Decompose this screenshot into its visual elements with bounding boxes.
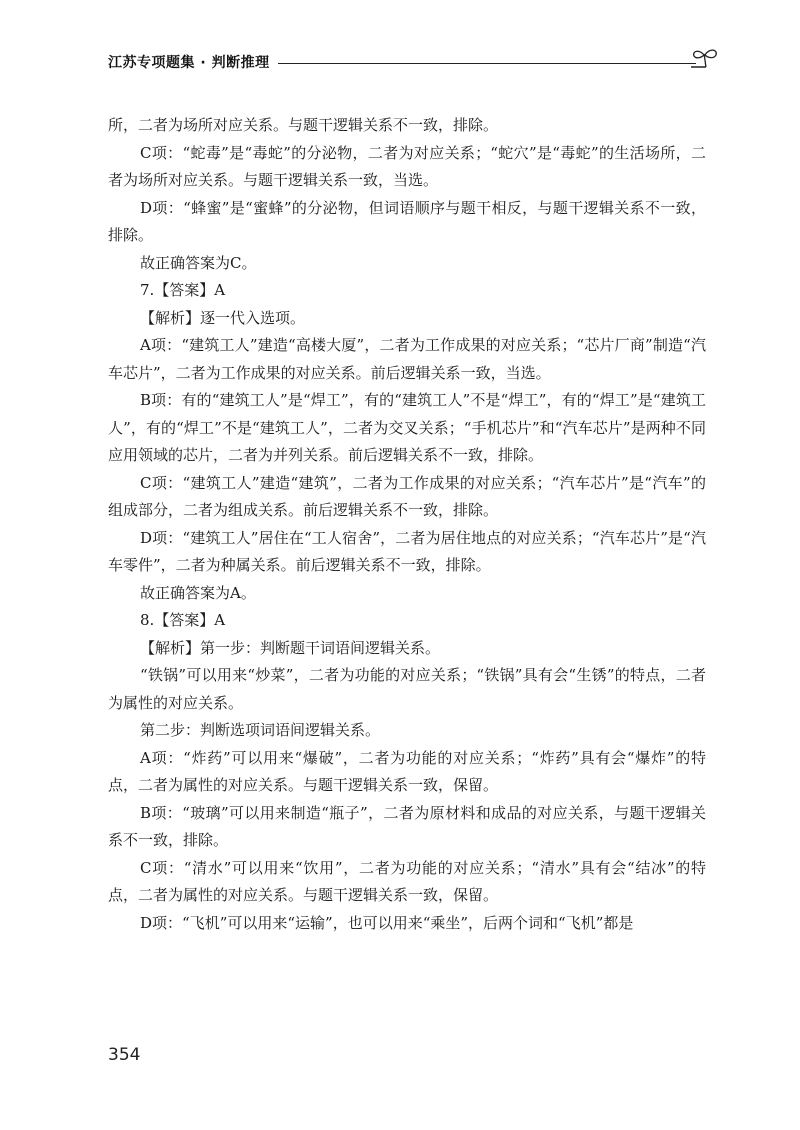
body-paragraph: “铁锅”可以用来“炒菜”，二者为功能的对应关系；“铁锅”具有会“生锈”的特点，二者为属性的对应关系。 xyxy=(108,666,706,712)
body-paragraph: C项：“蛇毒”是“毒蛇”的分泌物，二者为对应关系；“蛇穴”是“毒蛇”的生活场所，二者为场所对应关系。与题干逻辑关系一致，当选。 xyxy=(108,143,706,189)
page-number: 354 xyxy=(108,1045,141,1065)
body-paragraph: A项：“炸药”可以用来“爆破”，二者为功能的对应关系；“炸药”具有会“爆炸”的特点，二者为属性的对应关系。与题干逻辑关系一致，保留。 xyxy=(108,748,706,794)
body-paragraph: C项：“清水”可以用来“饮用”，二者为功能的对应关系；“清水”具有会“结冰”的特点，二者为属性的对应关系。与题干逻辑关系一致，保留。 xyxy=(108,858,706,904)
body-paragraph: B项：“玻璃”可以用来制造“瓶子”，二者为原材料和成品的对应关系，与题干逻辑关系不一致，排除。 xyxy=(108,803,706,849)
body-paragraph: 第二步：判断选项词语间逻辑关系。 xyxy=(140,721,381,739)
page-body xyxy=(108,112,706,937)
body-paragraph: 【解析】逐一代入选项。 xyxy=(140,308,306,327)
body-paragraph: C项：“建筑工人”建造“建筑”，二者为工作成果的对应关系；“汽车芯片”是“汽车”的组成部分，二者为组成关系。前后逻辑关系不一致，排除。 xyxy=(108,473,706,519)
sprout-icon xyxy=(688,46,722,70)
body-paragraph: D项：“飞机”可以用来“运输”，也可以用来“乘坐”，后两个词和“飞机”都是 xyxy=(140,913,634,932)
header-rule xyxy=(278,63,696,64)
running-header xyxy=(108,46,720,76)
header-title: 江苏专项题集 · 判断推理 xyxy=(108,55,270,71)
body-paragraph: A项：“建筑工人”建造“高楼大厦”，二者为工作成果的对应关系；“芯片厂商”制造“汽车芯片”，二者为工作成果的对应关系。前后逻辑关系一致，当选。 xyxy=(108,336,706,382)
body-paragraph: 【解析】第一步：判断题干词语间逻辑关系。 xyxy=(140,638,441,657)
body-paragraph: 故正确答案为C。 xyxy=(140,253,257,272)
body-paragraph: 故正确答案为A。 xyxy=(140,583,256,602)
body-paragraph: 7.【答案】A xyxy=(140,281,226,299)
body-paragraph: D项：“建筑工人”居住在“工人宿舍”，二者为居住地点的对应关系；“汽车芯片”是“汽车零件”，二者为种属关系。前后逻辑关系不一致，排除。 xyxy=(108,528,706,574)
body-paragraph: B项：有的“建筑工人”是“焊工”，有的“建筑工人”不是“焊工”，有的“焊工”是“建筑工人”，有的“焊工”不是“建筑工人”，二者为交叉关系；“手机芯片”和“汽车芯片”是两种不同应用领域的芯片，二者为并列关系。前后逻辑关系不一致，排除。 xyxy=(108,391,706,464)
body-paragraph: 所，二者为场所对应关系。与题干逻辑关系不一致，排除。 xyxy=(108,116,499,134)
body-paragraph: D项：“蜂蜜”是“蜜蜂”的分泌物，但词语顺序与题干相反，与题干逻辑关系不一致，排除。 xyxy=(108,198,706,244)
body-paragraph: 8.【答案】A xyxy=(140,611,226,629)
